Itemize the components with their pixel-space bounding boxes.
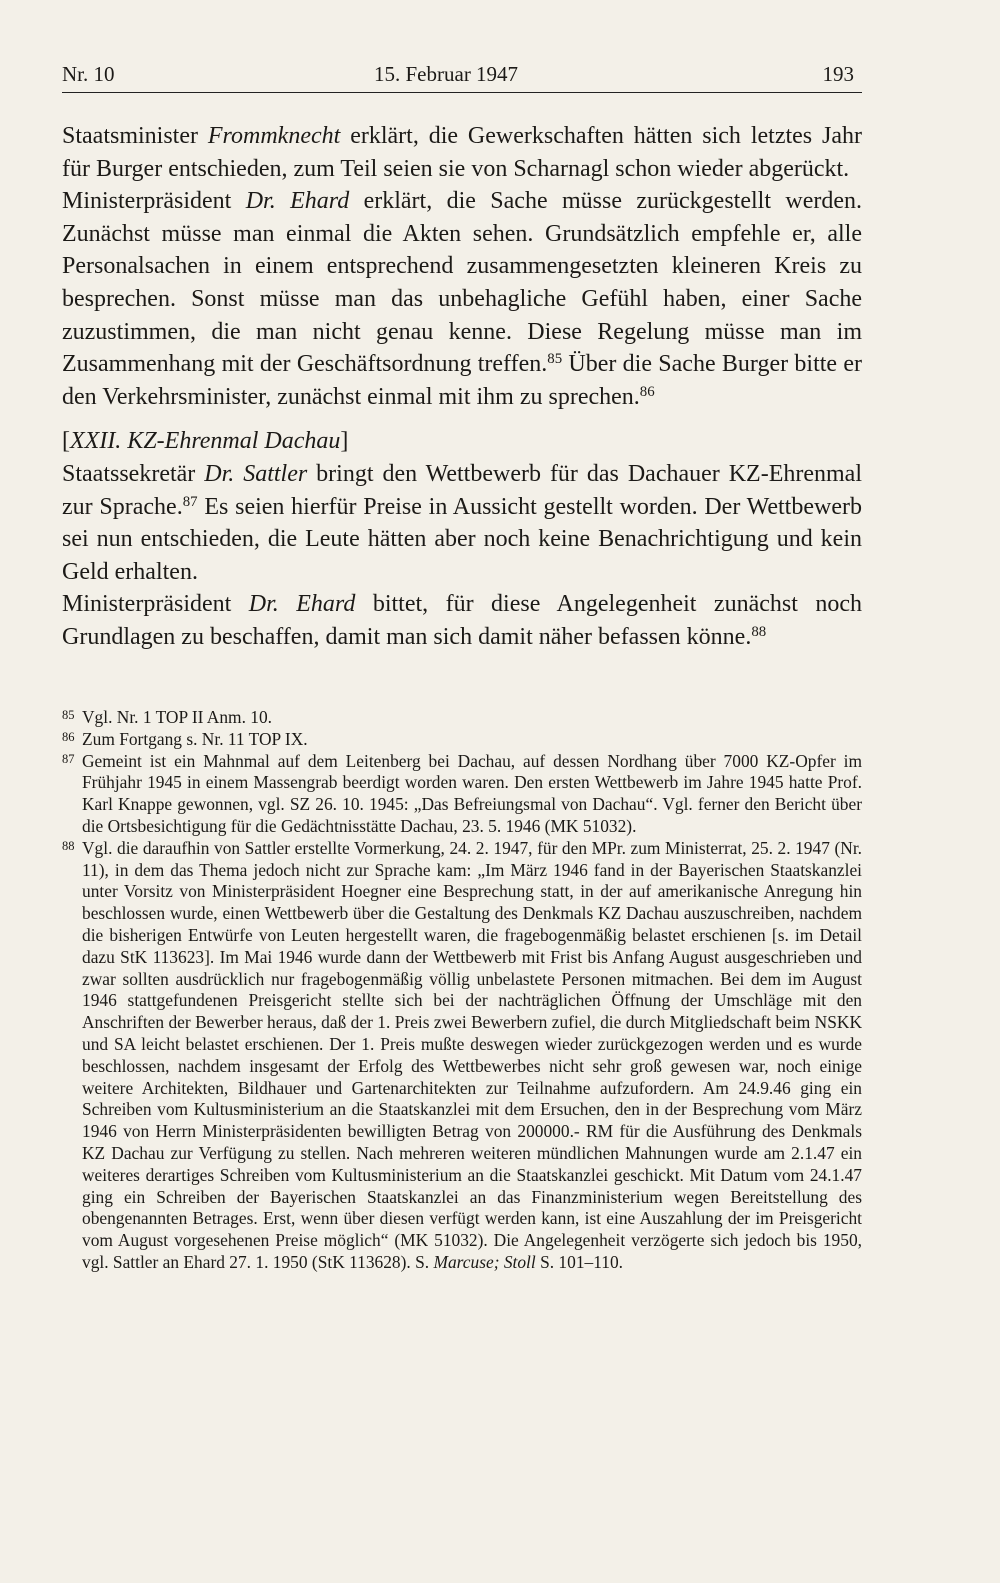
- main-text: [62, 120, 862, 654]
- citation-authors: Marcuse; Stoll: [433, 1251, 536, 1272]
- footnote-number: 87: [62, 751, 75, 766]
- speaker-name: Sattler: [243, 460, 308, 487]
- footnote-87: [62, 751, 862, 838]
- speaker-name: Ehard: [290, 188, 350, 215]
- paragraph-ehard-1: Ministerpräsident Dr. Ehard erklärt, die Sache müsse zurückgestellt werden. Zunächst müsse man einmal die Akten sehen. Grundsätzlich empfehle er, alle Personalsachen in einem entsprechend zusammengesetzten kleineren Kreis zu besprechen. Sonst müsse man das unbehagliche Gefühl haben, einer Sache zuzustimmen, die man nicht genau kenne. Diese Regelung müsse man im Zusammenhang mit der Geschäftsordnung treffen.$^{85}$ Über die Sache Burger bitte er den Verkehrsminister, zunächst einmal mit ihm zu sprechen.$^{86}$: [62, 188, 862, 410]
- footnote-number: 86: [62, 729, 75, 744]
- speaker-name: Ehard: [296, 591, 356, 618]
- footnote-number: 88: [62, 838, 75, 853]
- footnote-text: Vgl. die daraufhin von Sattler erstellte Vormerkung, 24. 2. 1947, für den MPr. zum Ministerrat, 25. 2. 1947 (Nr. 11), in dem das Thema jedoch nicht zur Sprache kam: „Im März 1946 fand in der Bayerischen Staatskanzlei unter Vorsitz von Ministerpräsident Hoegner eine Besprechung statt, in der auf amerikanische Anregung hin beschlossen wurde, einen Wettbewerb über die Gestaltung des Denkmals KZ Dachau auszuschreiben, nachdem die bisherigen Entwürfe von Leuten hergestellt waren, die fragebogenmäßig belastet erschienen [s. im Detail dazu StK 113623]. Im Mai 1946 wurde dann der Wettbewerb mit Frist bis Anfang August ausgeschrieben und zwar sollten ausdrücklich nur fragebogenmäßig völlig unbelastete Personen mitmachen. Bei dem im August 1946 stattgefundenen Preisgericht stellte sich bei der nachträglichen Öffnung der Umschläge mit den Anschriften der Bewerber heraus, daß der 1. Preis zwei Bewerbern zufiel, die durch Mitgliedschaft beim NSKK und SA leicht belastet erschienen. Der 1. Preis mußte deswegen wieder zurückgezogen werden und es wurde beschlossen, nachdem insgesamt der Erfolg des Wettbewerbes nicht sehr groß gewesen war, noch einige weitere Architekten, Bildhauer und Gartenarchitekten zur Teilnahme aufzufordern. Am 24.9.46 ging ein Schreiben vom Kultusministerium an die Staatskanzlei mit dem Ersuchen, den in der Besprechung vom März 1946 von Herrn Ministerpräsidenten bewilligten Betrag von 200000.- RM für die Ausführung des Denkmals KZ Dachau zur Verfügung zu stellen. Nach mehreren weiteren mündlichen Mahnungen wurde am 2.1.47 ein weiteres derartiges Schreiben vom Kultusministerium an die Staatskanzlei geschickt. Mit Datum vom 24.1.47 ging ein Schreiben der Bayerischen Staatskanzlei an das Finanzministerium wegen Bereitstellung des obengenannten Betrages. Erst, wenn über diesen verfügt werden kann, ist eine Auszahlung der im Preisgericht vom August vorgesehenen Preise möglich“ (MK 51032). Die Angelegenheit verzögerte sich jedoch bis 1950, vgl. Sattler an Ehard 27. 1. 1950 (StK 113628). S. Marcuse; Stoll S. 101–110.: [82, 837, 862, 1272]
- footnote-ref: 88: [751, 623, 767, 640]
- footnotes: [62, 707, 862, 1274]
- paragraph-ehard-2: Ministerpräsident Dr. Ehard bittet, für diese Angelegenheit zunächst noch Grundlagen zu beschaffen, damit man sich damit näher befassen könne.$^{88}$: [62, 591, 862, 650]
- meeting-date: 15. Februar 1947: [374, 62, 519, 86]
- paragraph-sattler: Staatssekretär Dr. Sattler bringt den Wettbewerb für das Dachauer KZ-Ehrenmal zur Sprache.$^{87}$ Es seien hierfür Preise in Aussicht gestellt worden. Der Wettbewerb sei nun entschieden, die Leute hätten aber noch keine Benachrichtigung und kein Geld erhalten.: [62, 460, 862, 585]
- footnote-ref: 85: [547, 350, 563, 367]
- paragraph-frommknecht: Staatsminister Frommknecht erklärt, die Gewerkschaften hätten sich letztes Jahr für Burger entschieden, zum Teil seien sie von Scharnagl schon wieder abgerückt.: [62, 123, 863, 182]
- footnote-ref: 86: [639, 383, 655, 400]
- footnote-88: [62, 838, 862, 1274]
- footnote-86: [62, 729, 862, 751]
- footnote-ref: 87: [182, 493, 198, 510]
- page-number: 193: [822, 62, 854, 86]
- section-heading: [XXII. KZ-Ehrenmal Dachau]: [62, 428, 349, 455]
- document-number: Nr. 10: [62, 62, 115, 86]
- footnote-85: [62, 707, 862, 729]
- footnote-number: 85: [62, 708, 75, 722]
- footnote-text: Gemeint ist ein Mahnmal auf dem Leitenberg bei Dachau, auf dessen Nordhang über 7000 KZ-Opfer im Frühjahr 1945 in einem Massengrab beerdigt worden waren. Den ersten Wettbewerb im Jahre 1945 hatte Prof. Karl Knappe gewonnen, vgl. SZ 26. 10. 1945: „Das Befreiungsmal von Dachau“. Vgl. ferner den Bericht über die Ortsbesichtigung für die Gedächtnisstätte Dachau, 23. 5. 1946 (MK 51032).: [82, 750, 862, 836]
- footnote-text: Vgl. Nr. 1 TOP II Anm. 10.: [82, 707, 273, 727]
- speaker-name: Frommknecht: [207, 123, 341, 149]
- footnote-text: Zum Fortgang s. Nr. 11 TOP IX.: [82, 728, 308, 749]
- running-header: [62, 60, 862, 93]
